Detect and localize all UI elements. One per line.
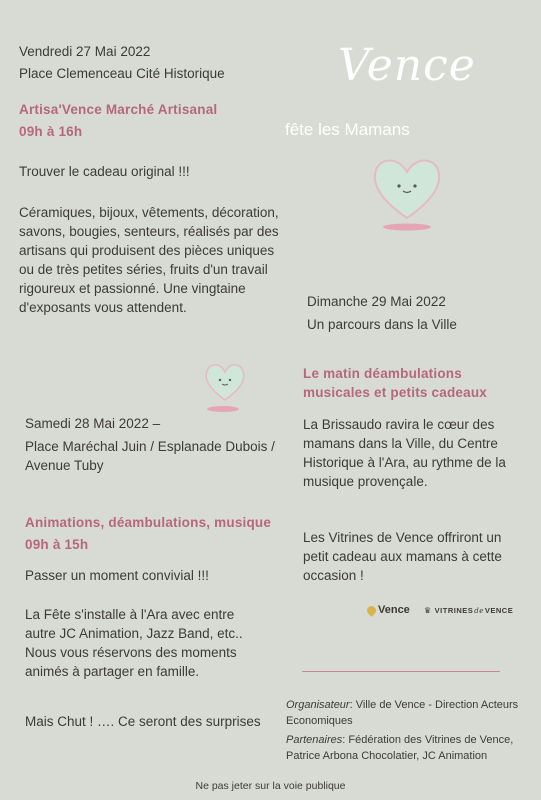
sunday-tagline: Un parcours dans la Ville — [307, 317, 457, 332]
saturday-description: La Fête s'installe à l'Ara avec entre autre JC Animation, Jazz Band, etc.. Nous vous réservons des moments animés à partager en famille. — [25, 607, 243, 679]
saturday-hours: 09h à 15h — [25, 537, 89, 552]
footer-note: Ne pas jeter sur la voie publique — [195, 780, 346, 792]
saturday-date: Samedi 28 Mai 2022 – — [25, 416, 161, 431]
friday-date: Vendredi 27 Mai 2022 — [19, 44, 151, 59]
sunday-description-2: Les Vitrines de Vence offriront un petit cadeau aux mamans à cette occasion ! — [303, 530, 502, 583]
friday-description: Céramiques, bijoux, vêtements, décoration, savons, bougies, senteurs, réalisés par des artisans qui produisent des pièces uniques ou de très petites séries, fruits d'un travail rigoureux et passionné. Une vingtaine d'exposants vous attendent. — [19, 205, 279, 315]
vence-partner-logo: Vence — [367, 604, 410, 616]
location-pin-icon — [365, 604, 378, 617]
credits-partenaires: Partenaires: Fédération des Vitrines de Vence, Patrice Arbona Chocolatier, JC Animation — [286, 734, 514, 762]
vitrines-partner-logo: ♛ VITRINES de VENCE — [424, 606, 514, 615]
sunday-description-1: La Brissaudo ravira le cœur des mamans dans la Ville, du Centre Historique à l'Ara, au rythme de la musique provençale. — [303, 417, 506, 489]
saturday-secret: Mais Chut ! …. Ce seront des surprises — [25, 714, 261, 729]
saturday-tagline: Passer un moment convivial !!! — [25, 568, 209, 583]
large-heart-icon — [368, 152, 446, 234]
sunday-title: Le matin déambulations musicales et petits cadeaux — [303, 366, 487, 400]
saturday-title: Animations, déambulations, musique — [25, 515, 272, 530]
friday-title: Artisa'Vence Marché Artisanal — [19, 102, 218, 117]
sunday-date: Dimanche 29 Mai 2022 — [307, 294, 446, 309]
friday-tagline: Trouver le cadeau original !!! — [19, 164, 190, 179]
vence-logo: Vence — [338, 40, 476, 91]
friday-hours: 09h à 16h — [19, 124, 83, 139]
saturday-place: Place Maréchal Juin / Esplanade Dubois / Avenue Tuby — [25, 439, 275, 473]
small-heart-icon — [202, 360, 248, 416]
credits-organisateur: Organisateur: Ville de Vence - Direction Acteurs Economiques — [286, 699, 519, 727]
friday-place: Place Clemenceau Cité Historique — [19, 66, 225, 81]
crown-icon: ♛ — [424, 606, 432, 615]
subtitle: fête les Mamans — [285, 120, 410, 139]
divider — [302, 671, 500, 672]
